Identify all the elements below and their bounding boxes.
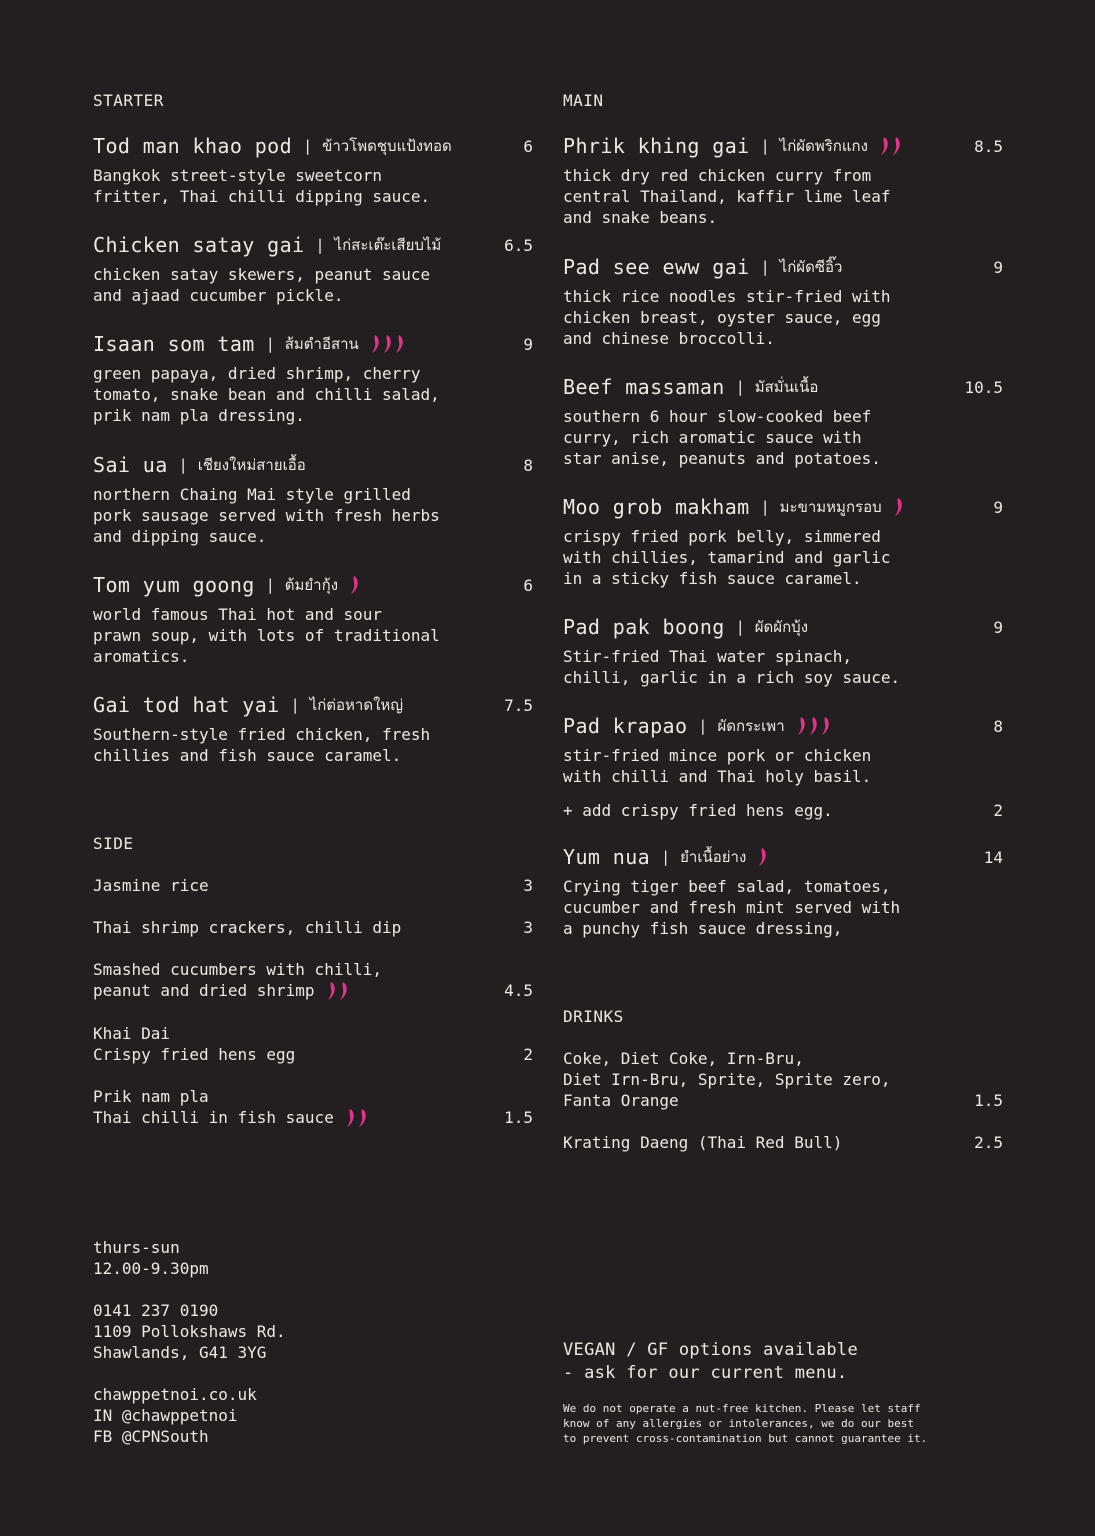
menu-item [563, 254, 1003, 349]
chilli-icon [395, 334, 405, 354]
dish-name: Sai ua [93, 453, 168, 477]
separator-bar: | [290, 696, 300, 714]
menu-item [563, 494, 1003, 589]
item-text: Thai shrimp crackers, chilli dip [93, 918, 402, 937]
item-price: 2 [523, 1045, 533, 1064]
main-heading: MAIN [563, 91, 604, 110]
separator-bar: | [661, 848, 671, 866]
menu-item [563, 844, 1003, 939]
menu-item [93, 692, 533, 766]
chilli-icon [327, 981, 337, 1001]
separator-bar: | [265, 335, 275, 353]
chilli-icon [346, 1108, 356, 1128]
chilli-rating [346, 1108, 368, 1128]
item-price: 1.5 [504, 1108, 533, 1127]
list-item [93, 1086, 533, 1128]
menu-item [563, 614, 1003, 688]
dish-name: Beef massaman [563, 375, 725, 399]
dish-thai-name: เชียงใหม่สายเอื้อ [197, 456, 306, 474]
item-price: 1.5 [974, 1091, 1003, 1110]
separator-bar: | [265, 576, 275, 594]
dish-price: 14 [983, 847, 1003, 867]
menu-item [563, 374, 1003, 469]
menu-item-header [563, 374, 1003, 400]
contact-address: 0141 237 0190 1109 Pollokshaws Rd. Shawlands, G41 3YG [93, 1301, 286, 1362]
item-price: 3 [523, 918, 533, 937]
item-text: Crispy fried hens egg [93, 1045, 296, 1064]
menu-item-header [563, 713, 1003, 739]
item-text: Krating Daeng (Thai Red Bull) [563, 1133, 843, 1152]
menu-item [93, 133, 533, 207]
dish-thai-name: มัสมั่นเนื้อ [754, 378, 819, 396]
chilli-rating [350, 575, 360, 595]
social-links: chawppetnoi.co.uk IN @chawppetnoi FB @CPNSouth [93, 1385, 257, 1446]
list-item [93, 1023, 533, 1065]
dish-description: chicken satay skewers, peanut sauce and ajaad cucumber pickle. [93, 265, 431, 305]
dish-description: thick rice noodles stir-fried with chicken breast, oyster sauce, egg and chinese broccolli. [563, 287, 891, 348]
list-item-line [93, 980, 533, 1001]
chilli-icon [821, 716, 831, 736]
chilli-icon [880, 136, 890, 156]
dish-price: 7.5 [504, 695, 533, 715]
item-text: Khai Dai [93, 1024, 171, 1043]
menu-item [93, 331, 533, 426]
chilli-icon [894, 497, 904, 517]
menu-item-header [93, 452, 533, 478]
menu-item [563, 713, 1003, 787]
menu-item [93, 232, 533, 306]
list-item-line [563, 1090, 1003, 1111]
list-item-line [93, 959, 533, 980]
dish-name: Moo grob makham [563, 495, 750, 519]
chilli-rating [327, 981, 349, 1001]
starter-heading: STARTER [93, 91, 164, 110]
chilli-icon [892, 136, 902, 156]
separator-bar: | [760, 137, 770, 155]
dish-name: Isaan som tam [93, 332, 255, 356]
item-text: Thai chilli in fish sauce [93, 1108, 334, 1127]
separator-bar: | [760, 498, 770, 516]
dish-price: 8 [523, 455, 533, 475]
list-item-line [93, 917, 533, 938]
item-price: 3 [523, 876, 533, 895]
dish-thai-name: ยำเนื้อย่าง [680, 848, 747, 866]
dish-description: crispy fried pork belly, simmered with chillies, tamarind and garlic in a sticky fish sauce caramel. [563, 527, 891, 588]
dish-price: 10.5 [964, 377, 1003, 397]
dish-name: Yum nua [563, 845, 651, 869]
chilli-icon [758, 847, 768, 867]
menu-item-header [563, 133, 1003, 159]
dish-name: Pad see eww gai [563, 255, 750, 279]
dish-description: world famous Thai hot and sour prawn soup, with lots of traditional aromatics. [93, 605, 440, 666]
separator-bar: | [698, 717, 708, 735]
dish-description: stir-fried mince pork or chicken with chilli and Thai holy basil. [563, 746, 872, 786]
dish-description: southern 6 hour slow-cooked beef curry, rich aromatic sauce with star anise, peanuts and potatoes. [563, 407, 881, 468]
menu-item [563, 133, 1003, 228]
dish-description: green papaya, dried shrimp, cherry tomato, snake bean and chilli salad, prik nam pla dressing. [93, 364, 440, 425]
chilli-rating [797, 716, 831, 736]
separator-bar: | [760, 258, 770, 276]
addon-egg [563, 801, 1003, 820]
opening-hours: thurs-sun 12.00-9.30pm [93, 1238, 209, 1278]
dish-thai-name: ข้าวโพดชุบแป้งทอด [322, 137, 452, 155]
list-item-line [563, 1132, 1003, 1153]
chilli-rating [880, 136, 902, 156]
dish-description: Stir-fried Thai water spinach, chilli, garlic in a rich soy sauce. [563, 647, 901, 687]
dish-price: 8.5 [974, 136, 1003, 156]
chilli-icon [350, 575, 360, 595]
item-price: 2.5 [974, 1133, 1003, 1152]
dish-name: Gai tod hat yai [93, 693, 280, 717]
list-item [93, 875, 533, 896]
list-item-line [563, 1048, 1003, 1069]
menu-item-header [93, 572, 533, 598]
addon-price: 2 [993, 801, 1003, 820]
dish-name: Pad pak boong [563, 615, 725, 639]
dish-price: 6 [523, 575, 533, 595]
item-text: Prik nam pla [93, 1087, 209, 1106]
dish-name: Chicken satay gai [93, 233, 305, 257]
item-price: 4.5 [504, 981, 533, 1000]
allergy-disclaimer: We do not operate a nut-free kitchen. Please let staff know of any allergies or intolerances, we do our best to prevent cross-contamination but cannot guarantee it. [563, 1402, 928, 1445]
side-heading: SIDE [93, 834, 134, 853]
chilli-rating [758, 847, 768, 867]
list-item [563, 1048, 1003, 1111]
list-item-line [93, 1023, 533, 1044]
dish-description: northern Chaing Mai style grilled pork sausage served with fresh herbs and dipping sauce. [93, 485, 440, 546]
menu-item-header [93, 692, 533, 718]
item-text: Fanta Orange [563, 1091, 679, 1110]
item-text: Smashed cucumbers with chilli, [93, 960, 382, 979]
chilli-icon [797, 716, 807, 736]
menu-item [93, 572, 533, 667]
dish-name: Phrik khing gai [563, 134, 750, 158]
menu-item-header [93, 232, 533, 258]
list-item-line [93, 875, 533, 896]
dish-description: Bangkok street-style sweetcorn fritter, Thai chilli dipping sauce. [93, 166, 431, 206]
dish-description: thick dry red chicken curry from central Thailand, kaffir lime leaf and snake beans. [563, 166, 891, 227]
dish-name: Tom yum goong [93, 573, 255, 597]
chilli-icon [371, 334, 381, 354]
dish-thai-name: ส้มตำอีสาน [284, 335, 359, 353]
dish-price: 9 [993, 497, 1003, 517]
dish-thai-name: ผัดผักบุ้ง [754, 618, 809, 636]
chilli-icon [358, 1108, 368, 1128]
dish-thai-name: ไก่ผัดพริกแกง [779, 137, 868, 155]
dish-thai-name: ผัดกระเพา [717, 717, 785, 735]
separator-bar: | [735, 378, 745, 396]
list-item-line [93, 1044, 533, 1065]
menu-item [93, 452, 533, 547]
dish-name: Tod man khao pod [93, 134, 293, 158]
menu-item-header [563, 614, 1003, 640]
list-item [93, 917, 533, 938]
item-text: Jasmine rice [93, 876, 209, 895]
item-text: peanut and dried shrimp [93, 981, 315, 1000]
dish-thai-name: ไก่สะเต๊ะเสียบไม้ [334, 236, 442, 254]
drinks-heading: DRINKS [563, 1007, 624, 1026]
menu-item-header [93, 331, 533, 357]
vegan-note: VEGAN / GF options available - ask for our current menu. [563, 1340, 858, 1383]
chilli-icon [339, 981, 349, 1001]
list-item-line [563, 1069, 1003, 1090]
dish-description: Crying tiger beef salad, tomatoes, cucumber and fresh mint served with a punchy fish sauce dressing, [563, 877, 901, 938]
dish-price: 6 [523, 136, 533, 156]
menu-item-header [563, 494, 1003, 520]
chilli-icon [809, 716, 819, 736]
list-item [563, 1132, 1003, 1153]
menu-item-header [563, 844, 1003, 870]
menu-item-header [563, 254, 1003, 280]
separator-bar: | [315, 236, 325, 254]
chilli-rating [371, 334, 405, 354]
dish-price: 9 [993, 257, 1003, 277]
dish-thai-name: มะขามหมูกรอบ [779, 498, 882, 516]
separator-bar: | [735, 618, 745, 636]
list-item-line [93, 1086, 533, 1107]
chilli-rating [894, 497, 904, 517]
dish-thai-name: ต้มยำกุ้ง [284, 576, 339, 594]
dish-description: Southern-style fried chicken, fresh chillies and fish sauce caramel. [93, 725, 431, 765]
item-text: Diet Irn-Bru, Sprite, Sprite zero, [563, 1070, 891, 1089]
item-text: Coke, Diet Coke, Irn-Bru, [563, 1049, 804, 1068]
addon-label: + add crispy fried hens egg. [563, 801, 833, 820]
dish-price: 6.5 [504, 235, 533, 255]
list-item-line [93, 1107, 533, 1128]
menu-item-header [93, 133, 533, 159]
list-item [93, 959, 533, 1001]
dish-price: 9 [993, 617, 1003, 637]
chilli-icon [383, 334, 393, 354]
dish-name: Pad krapao [563, 714, 688, 738]
dish-thai-name: ไก่ผัดซีอิ๊ว [779, 258, 843, 276]
dish-price: 9 [523, 334, 533, 354]
separator-bar: | [178, 456, 188, 474]
dish-thai-name: ไก่ต่อหาดใหญ่ [309, 696, 404, 714]
separator-bar: | [303, 137, 313, 155]
dish-price: 8 [993, 716, 1003, 736]
